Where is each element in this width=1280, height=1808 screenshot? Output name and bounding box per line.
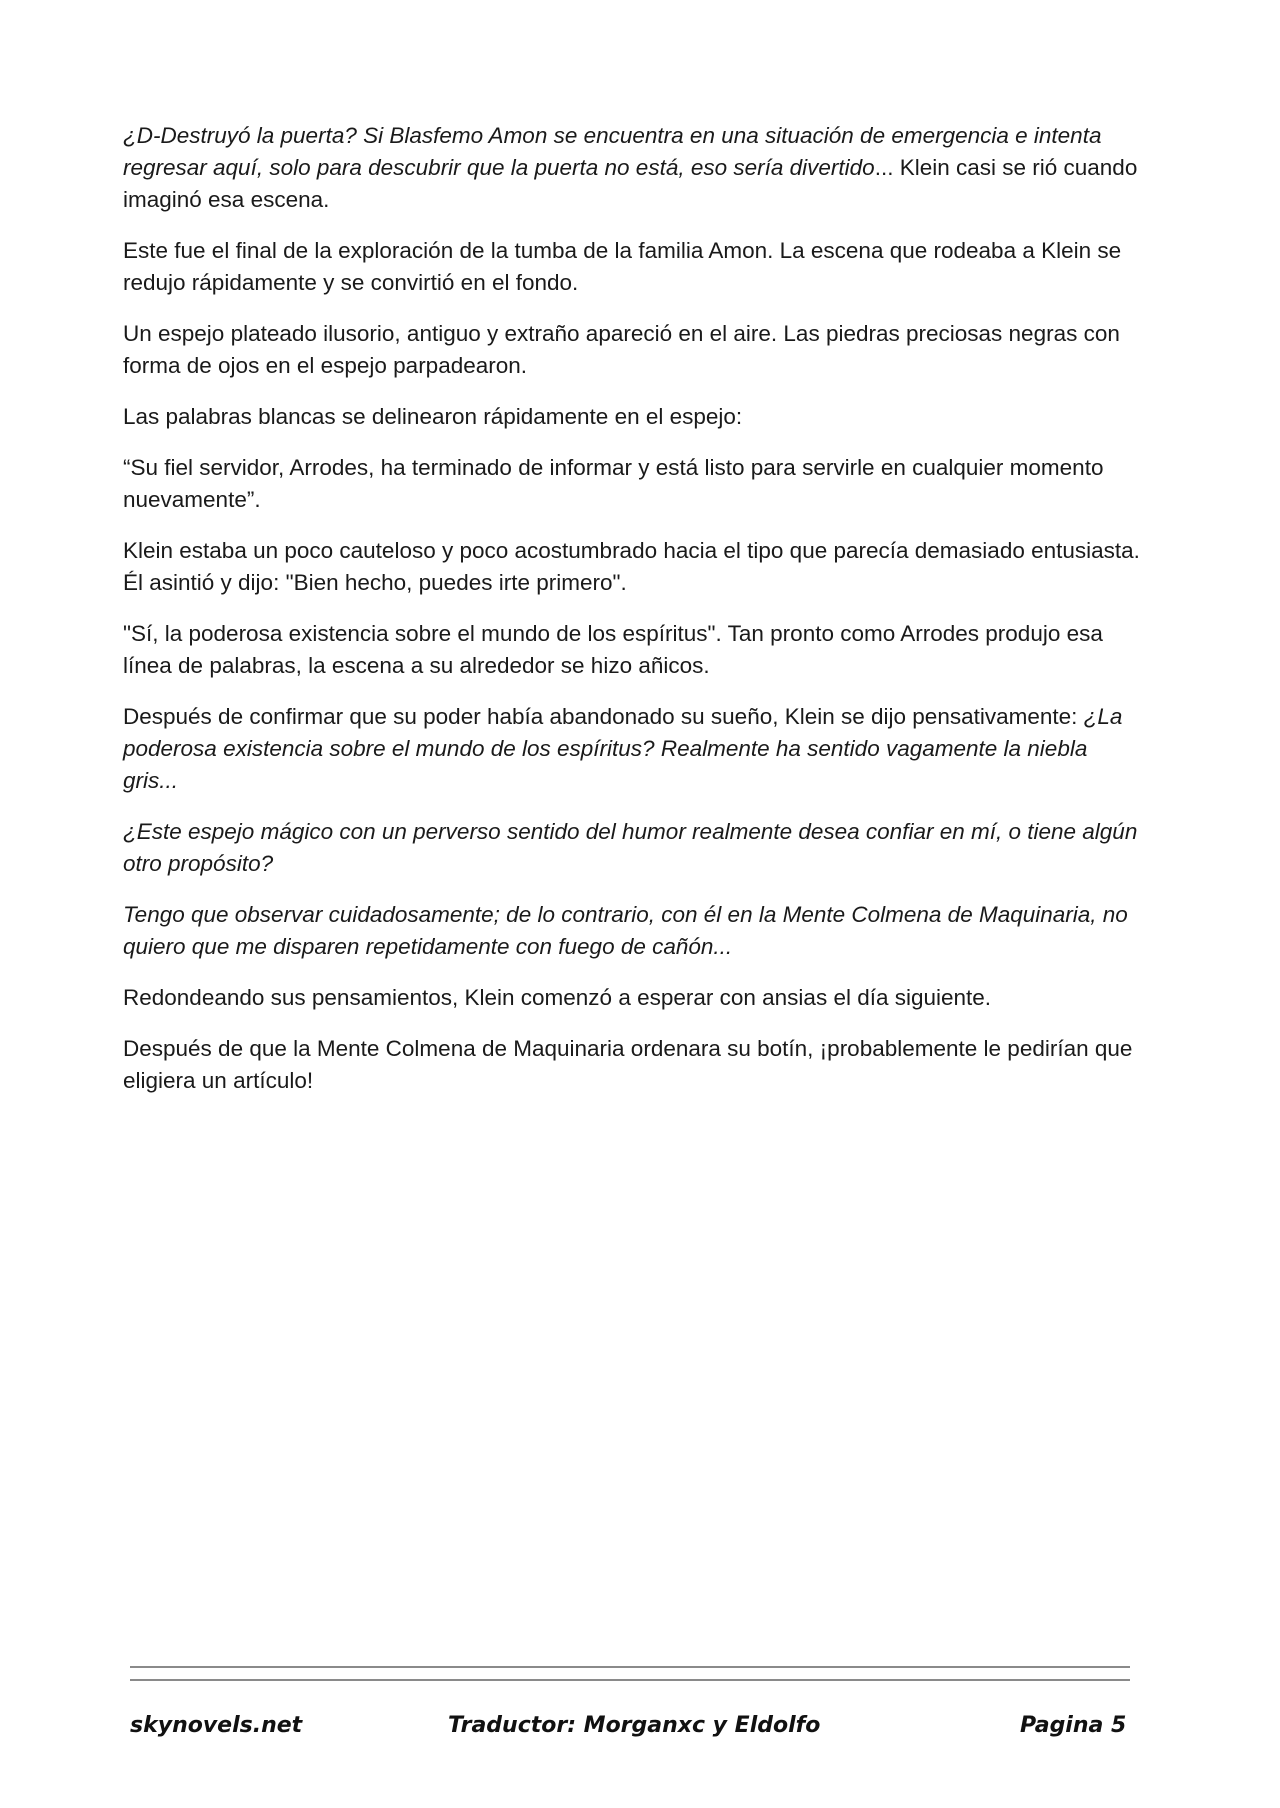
text-segment: ... Klein casi se rió cuando imaginó esa escena. [123,155,1138,212]
paragraph [123,816,1143,880]
text-segment: Klein estaba un poco cauteloso y poco acostumbrado hacia el tipo que parecía demasiado entusiasta. Él asintió y dijo: "Bien hecho, puedes irte primero". [123,538,1140,595]
text-segment: Un espejo plateado ilusorio, antiguo y extraño apareció en el aire. Las piedras preciosas negras con forma de ojos en el espejo parpadearon. [123,321,1120,378]
paragraph [123,618,1143,682]
paragraph [123,1033,1143,1097]
paragraph [123,318,1143,382]
text-segment: ¿Este espejo mágico con un perverso sentido del humor realmente desea confiar en mí, o tiene algún otro propósito? [123,819,1138,876]
paragraph [123,452,1143,516]
paragraph [123,982,1143,1014]
text-segment: ¿D-Destruyó la puerta? Si Blasfemo Amon se encuentra en una situación de emergencia e intenta regresar aquí, solo para descubrir que la puerta no está, eso sería divertido [123,123,1102,180]
text-segment: Después de confirmar que su poder había abandonado su sueño, Klein se dijo pensativamente: [123,704,1084,729]
footer-translator-credit: Traductor: Morganxc y Eldolfo [448,1713,821,1738]
document-body [123,120,1143,1116]
paragraph [123,120,1143,216]
text-segment: “Su fiel servidor, Arrodes, ha terminado de informar y está listo para servirle en cualquier momento nuevamente”. [123,455,1104,512]
page-footer [0,1705,1280,1745]
footer-divider-top [130,1666,1130,1668]
paragraph [123,535,1143,599]
text-segment: Después de que la Mente Colmena de Maquinaria ordenara su botín, ¡probablemente le pedirían que eligiera un artículo! [123,1036,1133,1093]
text-segment: Tengo que observar cuidadosamente; de lo contrario, con él en la Mente Colmena de Maquinaria, no quiero que me disparen repetidamente con fuego de cañón... [123,902,1128,959]
text-segment: Redondeando sus pensamientos, Klein comenzó a esperar con ansias el día siguiente. [123,985,992,1010]
paragraph [123,235,1143,299]
footer-site-name: skynovels.net [130,1713,303,1738]
text-segment: Las palabras blancas se delinearon rápidamente en el espejo: [123,404,743,429]
footer-divider-bottom [130,1679,1130,1681]
text-segment: ¿La poderosa existencia sobre el mundo de los espíritus? Realmente ha sentido vagamente la niebla gris... [123,704,1123,793]
text-segment: "Sí, la poderosa existencia sobre el mundo de los espíritus". Tan pronto como Arrodes produjo esa línea de palabras, la escena a su alrededor se hizo añicos. [123,621,1103,678]
text-segment: Este fue el final de la exploración de la tumba de la familia Amon. La escena que rodeaba a Klein se redujo rápidamente y se convirtió en el fondo. [123,238,1122,295]
paragraph [123,899,1143,963]
footer-page-number: Pagina 5 [1020,1713,1127,1738]
paragraph [123,701,1143,797]
paragraph [123,401,1143,433]
